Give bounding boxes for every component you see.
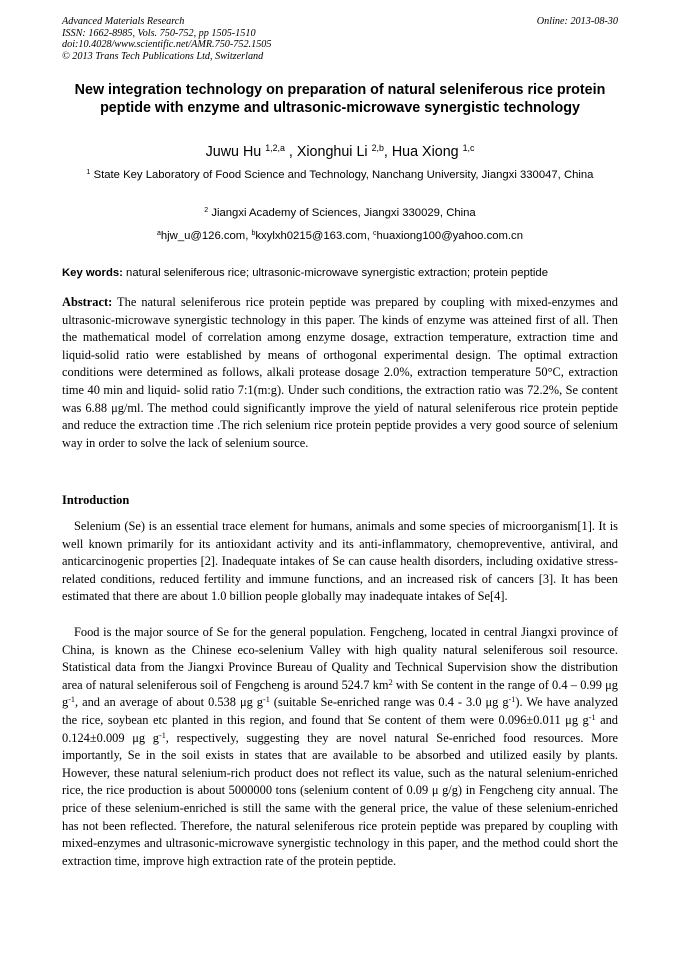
keywords [62, 266, 618, 281]
affiliation-marker: 2 [204, 207, 209, 215]
paragraph-text: and 0.124±0.009 μg g [62, 712, 618, 745]
email-marker: a [156, 230, 161, 238]
email-marker: b [251, 230, 256, 238]
superscript: -1 [262, 695, 270, 705]
abstract-text: The natural seleniferous rice protein peptide was prepared by coupling with mixed-enzymes and ultrasonic-microwave synergistic technology in this paper. The kinds of enzyme was atteined first of all. Then the mathematical model of correlation among enzyme dosage, extraction temperature, extraction time and liquid-solid ratio were established by means of orthogonal experimental design. The optimal extraction conditions were determined as follows, alkali protease dosage 2.0%, extraction temperature 50°C, extraction time 40 min and liquid- solid ratio 7:1(m:g). Under such conditions, the extraction ratio was 72.2%, Se content was 6.88 μg/ml. The method could significantly improve the yield of natural seleniferous rice protein peptide and reduce the extraction time .The rich selenium rice protein peptide provides a very good source of selenium way in order to solve the lack of selenium source. [62, 295, 618, 450]
section-heading-introduction: Introduction [62, 493, 130, 507]
affiliation-marker: 1 [86, 169, 91, 177]
paragraph-text: ). We have analyzed the rice, soybean etc planted in this region, and found that Se content of them were 0.096±0.011 μg g [62, 695, 618, 727]
paragraph-text: Food is the major source of Se for the general population. Fengcheng, located in central Jiangxi province of China, is known as the Chinese eco-selenium Valley with high quality natural seleniferous soil resource. Statistical data from the Jiangxi Province Bureau of Quality and Technical Supervision show the distribution area of natural seleniferous soil of Fengcheng is around 524.7 km [62, 625, 618, 692]
affiliation-text: Jiangxi Academy of Sciences, Jiangxi 330029, China [208, 207, 476, 219]
affiliation-text: State Key Laboratory of Food Science and Technology, Nanchang University, Jiangxi 330047, China [90, 169, 594, 181]
affiliation-2 [62, 206, 618, 221]
superscript: -1 [68, 695, 76, 705]
superscript: 2 [388, 677, 393, 687]
superscript: -1 [508, 695, 516, 705]
paragraph-text: with Se content in the range of 0.4 – 0.99 μg g [62, 677, 618, 710]
author-affiliation-marker: 1,c [462, 143, 475, 154]
paragraph-text: (suitable Se-enriched range was 0.4 - 3.0 μg g [269, 695, 509, 710]
journal-header [62, 16, 618, 62]
introduction-paragraph-1: Selenium (Se) is an essential trace element for humans, animals and some species of microorganism[1]. It is well known primarily for its antioxidant activity and its anti-inflammatory, chemopreventive, antiviral, and anticarcinogenic properties [2]. Inadequate intakes of Se can cause health disorders, including oxidative stress-related conditions, reduced fertility and immune functions, and an increased risk of cancers [3]. It has been estimated that there are about 1.0 billion people globally may inadequate intakes of Se[4]. [62, 519, 618, 604]
author-name: , Xionghui Li [284, 144, 372, 160]
issn-line: ISSN: 1662-8985, Vols. 750-752, pp 1505-1510 [62, 27, 256, 39]
email-address: hjw_u@126.com, [160, 230, 252, 242]
paper-title: New integration technology on preparation of natural seleniferous rice protein peptide with enzyme and ultrasonic-microwave synergistic technology [74, 82, 606, 116]
keywords-label: Key words: [62, 267, 123, 279]
copyright-line: © 2013 Trans Tech Publications Ltd, Switzerland [62, 50, 264, 62]
email-address: kxylxh0215@163.com, [255, 230, 373, 242]
author-emails [62, 229, 618, 244]
keywords-text: natural seleniferous rice; ultrasonic-microwave synergistic extraction; protein peptide [122, 267, 548, 279]
superscript: -1 [158, 730, 166, 740]
affiliation-1 [62, 168, 618, 183]
author-affiliation-marker: 2,b [371, 143, 384, 154]
email-marker: c [372, 230, 377, 238]
doi-line: doi:10.4028/www.scientific.net/AMR.750-752.1505 [62, 39, 272, 50]
author-list [62, 143, 618, 161]
introduction-paragraph-2 [62, 624, 618, 870]
abstract [62, 294, 618, 452]
online-date: Online: 2013-08-30 [536, 16, 618, 27]
paragraph-text: , and an average of about 0.538 μg g [75, 695, 263, 710]
author-affiliation-marker: 1,2,a [265, 143, 285, 154]
author-name: Juwu Hu [205, 144, 266, 160]
journal-name: Advanced Materials Research [62, 16, 185, 27]
abstract-label: Abstract: [62, 295, 113, 309]
email-address: huaxiong100@yahoo.com.cn [376, 230, 523, 242]
paragraph-text: , respectively, suggesting they are novel natural Se-enriched food resources. More importantly, Se in the soil exists in states that are available to be absorbed and utilized easily by plants. However, these natural selenium-rich product does not reflect its value, such as the natural selenium-enriched rice, the rice production is about 5000000 tons (selenium content of 0.09 μ g/g) in Fengcheng city annual. The price of these selenium-enriched is still the same with the general price, the value of these selenium-enriched has not been reflected. Therefore, the natural seleniferous rice protein peptide was prepared by coupling with mixed-enzymes and ultrasonic-microwave synergistic technology in this paper, and the method could short the extraction time, improve high extraction rate of the protein peptide. [62, 730, 618, 868]
author-name: , Hua Xiong [383, 144, 463, 160]
superscript: -1 [588, 712, 596, 722]
